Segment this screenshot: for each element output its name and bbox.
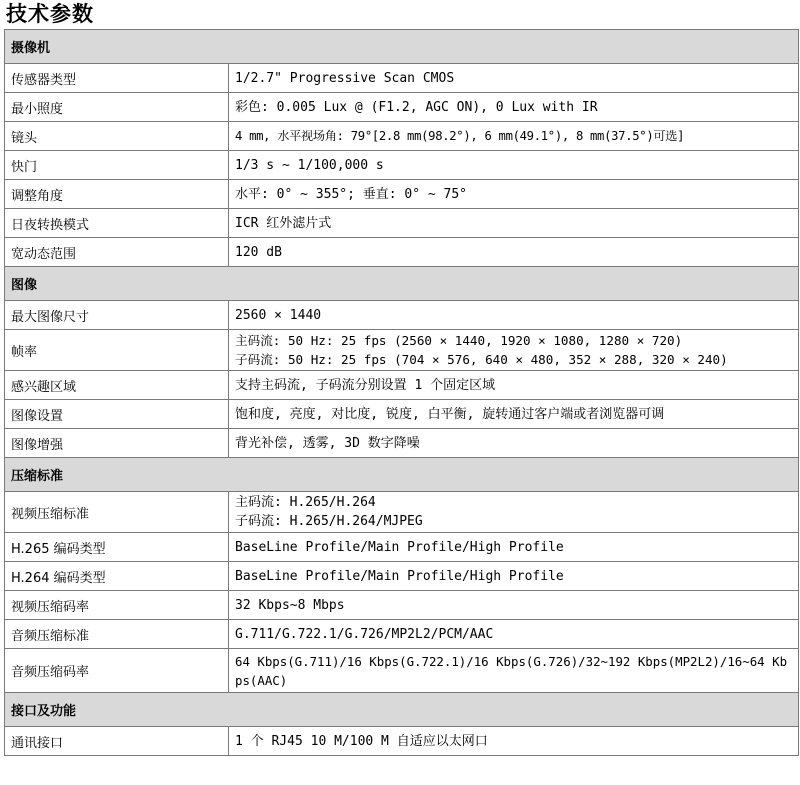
row-value: 1/3 s ~ 1/100,000 s bbox=[229, 151, 799, 180]
table-row bbox=[5, 93, 799, 122]
section-header-compression bbox=[5, 458, 799, 492]
row-label: 通讯接口 bbox=[5, 727, 229, 756]
table-row bbox=[5, 64, 799, 93]
table-row bbox=[5, 649, 799, 693]
row-label: 调整角度 bbox=[5, 180, 229, 209]
table-row bbox=[5, 301, 799, 330]
table-row bbox=[5, 151, 799, 180]
row-value: 水平: 0° ~ 355°; 垂直: 0° ~ 75° bbox=[229, 180, 799, 209]
row-label: 音频压缩标准 bbox=[5, 620, 229, 649]
row-value: 彩色: 0.005 Lux @ (F1.2, AGC ON), 0 Lux with IR bbox=[229, 93, 799, 122]
row-label: 传感器类型 bbox=[5, 64, 229, 93]
row-value: ICR 红外滤片式 bbox=[229, 209, 799, 238]
row-label: 镜头 bbox=[5, 122, 229, 151]
table-row bbox=[5, 209, 799, 238]
table-row bbox=[5, 562, 799, 591]
row-value: 64 Kbps(G.711)/16 Kbps(G.722.1)/16 Kbps(G.726)/32~192 Kbps(MP2L2)/16~64 Kbps(AAC) bbox=[229, 649, 799, 693]
row-value: G.711/G.722.1/G.726/MP2L2/PCM/AAC bbox=[229, 620, 799, 649]
table-row bbox=[5, 400, 799, 429]
table-row bbox=[5, 620, 799, 649]
section-title: 压缩标准 bbox=[5, 458, 799, 492]
row-label: 图像设置 bbox=[5, 400, 229, 429]
section-header-interface bbox=[5, 693, 799, 727]
table-row bbox=[5, 727, 799, 756]
row-value: 饱和度, 亮度, 对比度, 锐度, 白平衡, 旋转通过客户端或者浏览器可调 bbox=[229, 400, 799, 429]
section-header-camera bbox=[5, 30, 799, 64]
row-label: 视频压缩标准 bbox=[5, 492, 229, 533]
row-value: 主码流: 50 Hz: 25 fps (2560 × 1440, 1920 × 1080, 1280 × 720) 子码流: 50 Hz: 25 fps (704 × 576, 640 × 480, 352 × 288, 320 × 240) bbox=[229, 330, 799, 371]
row-value: 背光补偿, 透雾, 3D 数字降噪 bbox=[229, 429, 799, 458]
row-label: 感兴趣区域 bbox=[5, 371, 229, 400]
row-value: BaseLine Profile/Main Profile/High Profile bbox=[229, 562, 799, 591]
section-header-image bbox=[5, 267, 799, 301]
spec-table bbox=[4, 29, 799, 756]
row-label: 快门 bbox=[5, 151, 229, 180]
table-row bbox=[5, 591, 799, 620]
row-label: 视频压缩码率 bbox=[5, 591, 229, 620]
table-row bbox=[5, 492, 799, 533]
row-value: 4 mm, 水平视场角: 79°[2.8 mm(98.2°), 6 mm(49.1°), 8 mm(37.5°)可选] bbox=[229, 122, 799, 151]
row-value: 1/2.7" Progressive Scan CMOS bbox=[229, 64, 799, 93]
table-row bbox=[5, 533, 799, 562]
table-row bbox=[5, 122, 799, 151]
row-label: 帧率 bbox=[5, 330, 229, 371]
row-value: 主码流: H.265/H.264 子码流: H.265/H.264/MJPEG bbox=[229, 492, 799, 533]
row-value: 120 dB bbox=[229, 238, 799, 267]
section-title: 摄像机 bbox=[5, 30, 799, 64]
row-label: 音频压缩码率 bbox=[5, 649, 229, 693]
table-row bbox=[5, 330, 799, 371]
table-row bbox=[5, 429, 799, 458]
section-title: 图像 bbox=[5, 267, 799, 301]
table-row bbox=[5, 238, 799, 267]
row-label: 最大图像尺寸 bbox=[5, 301, 229, 330]
row-value: 2560 × 1440 bbox=[229, 301, 799, 330]
page-title: 技术参数 bbox=[6, 2, 94, 26]
row-value: 1 个 RJ45 10 M/100 M 自适应以太网口 bbox=[229, 727, 799, 756]
row-label: 宽动态范围 bbox=[5, 238, 229, 267]
row-label: 日夜转换模式 bbox=[5, 209, 229, 238]
row-value: 32 Kbps~8 Mbps bbox=[229, 591, 799, 620]
row-label: 图像增强 bbox=[5, 429, 229, 458]
section-title: 接口及功能 bbox=[5, 693, 799, 727]
row-label: H.264 编码类型 bbox=[5, 562, 229, 591]
row-value: BaseLine Profile/Main Profile/High Profile bbox=[229, 533, 799, 562]
table-row bbox=[5, 180, 799, 209]
table-row bbox=[5, 371, 799, 400]
row-value: 支持主码流, 子码流分别设置 1 个固定区域 bbox=[229, 371, 799, 400]
row-label: 最小照度 bbox=[5, 93, 229, 122]
row-label: H.265 编码类型 bbox=[5, 533, 229, 562]
